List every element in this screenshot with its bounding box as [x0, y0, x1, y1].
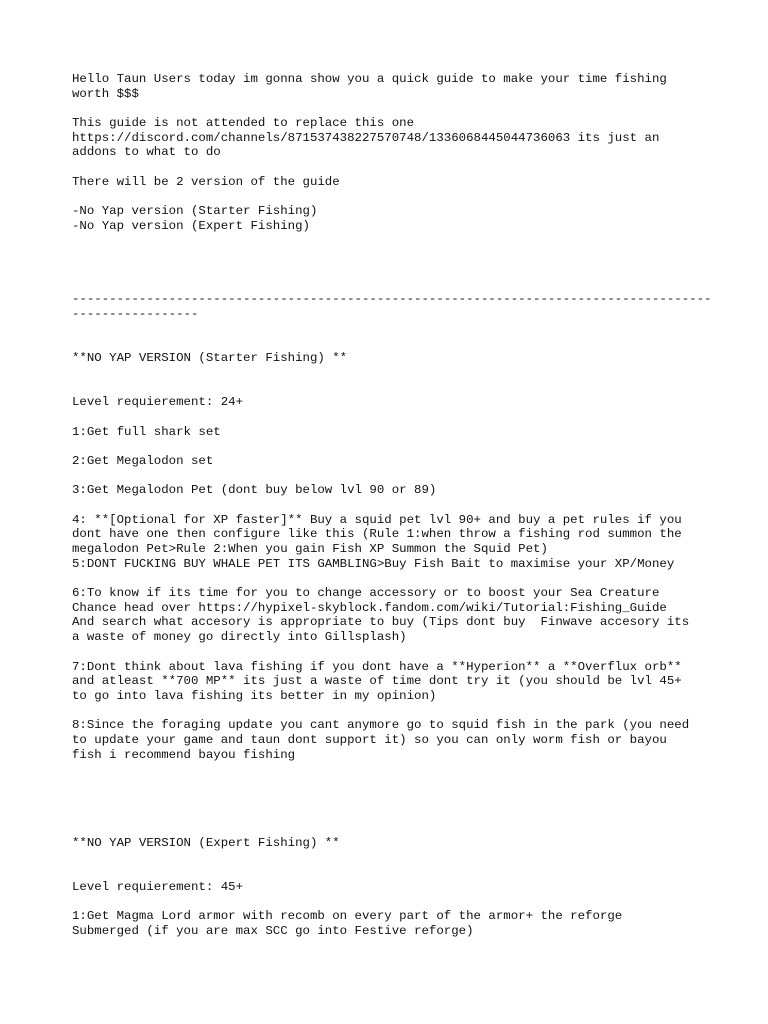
text-line — [72, 645, 702, 660]
text-line — [72, 322, 702, 337]
text-line: addons to what to do — [72, 145, 221, 160]
text-line: megalodon Pet>Rule 2:When you gain Fish XP Summon the Squid Pet) — [72, 542, 548, 556]
text-line: fish i recommend bayou fishing — [72, 747, 296, 762]
text-line: 6:To know if its time for you to change accessory or to boost your Sea Creature — [72, 586, 660, 601]
text-line: 1:Get full shark set — [72, 424, 221, 439]
text-line — [72, 248, 702, 263]
text-line — [72, 263, 702, 278]
text-line — [72, 704, 702, 719]
text-line: 1:Get Magma Lord armor with recomb on every part of the armor+ the reforge — [72, 909, 623, 924]
text-line: 5:DONT FUCKING BUY WHALE PET ITS GAMBLING>Buy Fish Bait to maximise your XP/Money — [72, 556, 675, 571]
text-line — [72, 498, 702, 513]
text-line: and atleast **700 MP** its just a waste of time dont try it (you should be lvl 45+ — [72, 674, 682, 689]
text-line: https://discord.com/channels/871537438227570748/1336068445044736063 its just an — [72, 130, 660, 145]
document-page — [72, 72, 712, 939]
text-line — [72, 895, 702, 910]
text-line — [72, 762, 702, 777]
text-line: a waste of money go directly into Gillsplash) — [72, 630, 407, 645]
text-line — [72, 439, 702, 454]
text-line — [72, 410, 702, 425]
text-line: to go into lava fishing its better in my opinion) — [72, 688, 437, 703]
text-line: 8:Since the foraging update you cant anymore go to squid fish in the park (you need — [72, 718, 690, 733]
text-line — [72, 160, 702, 175]
text-line: 4: **[Optional for XP faster]** Buy a squid pet lvl 90+ and buy a pet rules if you — [72, 512, 682, 527]
text-line: And search what accesory is appropriate to buy (Tips dont buy Finwave accesory its — [72, 615, 690, 630]
text-line: to update your game and taun dont support it) so you can only worm fish or bayou — [72, 732, 667, 747]
text-line — [72, 336, 702, 351]
text-line: Level requierement: 24+ — [72, 395, 244, 410]
text-line: Chance head over https://hypixel-skyblock.fandom.com/wiki/Tutorial:Fishing_Guide — [72, 600, 667, 615]
text-line — [72, 571, 702, 586]
text-line: 7:Dont think about lava fishing if you dont have a **Hyperion** a **Overflux orb** — [72, 659, 682, 674]
text-line — [72, 366, 702, 381]
text-line: This guide is not attended to replace this one — [72, 116, 415, 131]
text-line — [72, 101, 702, 116]
text-line: 2:Get Megalodon set — [72, 453, 214, 468]
text-line: **NO YAP VERSION (Expert Fishing) ** — [72, 835, 340, 850]
text-line: There will be 2 version of the guide — [72, 174, 340, 189]
text-line — [72, 380, 702, 395]
text-line: Level requierement: 45+ — [72, 879, 244, 894]
text-line — [72, 865, 702, 880]
text-line: worth $$$ — [72, 86, 139, 101]
text-line: -No Yap version (Expert Fishing) — [72, 218, 310, 233]
text-line — [72, 821, 702, 836]
text-line: 3:Get Megalodon Pet (dont buy below lvl 90 or 89) — [72, 483, 437, 498]
text-line: -No Yap version (Starter Fishing) — [72, 204, 318, 219]
text-line: Hello Taun Users today im gonna show you a quick guide to make your time fishing — [72, 72, 667, 86]
text-line — [72, 234, 702, 249]
text-line — [72, 806, 702, 821]
text-line — [72, 777, 702, 792]
text-line: dont have one then configure like this (Rule 1:when throw a fishing rod summon the — [72, 527, 682, 542]
text-line — [72, 278, 702, 293]
text-line: -------------------------------------------------------------------------------------- — [72, 292, 712, 307]
text-line: **NO YAP VERSION (Starter Fishing) ** — [72, 351, 348, 366]
text-line — [72, 850, 702, 865]
text-line — [72, 792, 702, 807]
text-line: Submerged (if you are max SCC go into Festive reforge) — [72, 923, 474, 938]
text-line — [72, 469, 702, 484]
text-line — [72, 190, 702, 205]
text-line: ----------------- — [72, 307, 199, 321]
